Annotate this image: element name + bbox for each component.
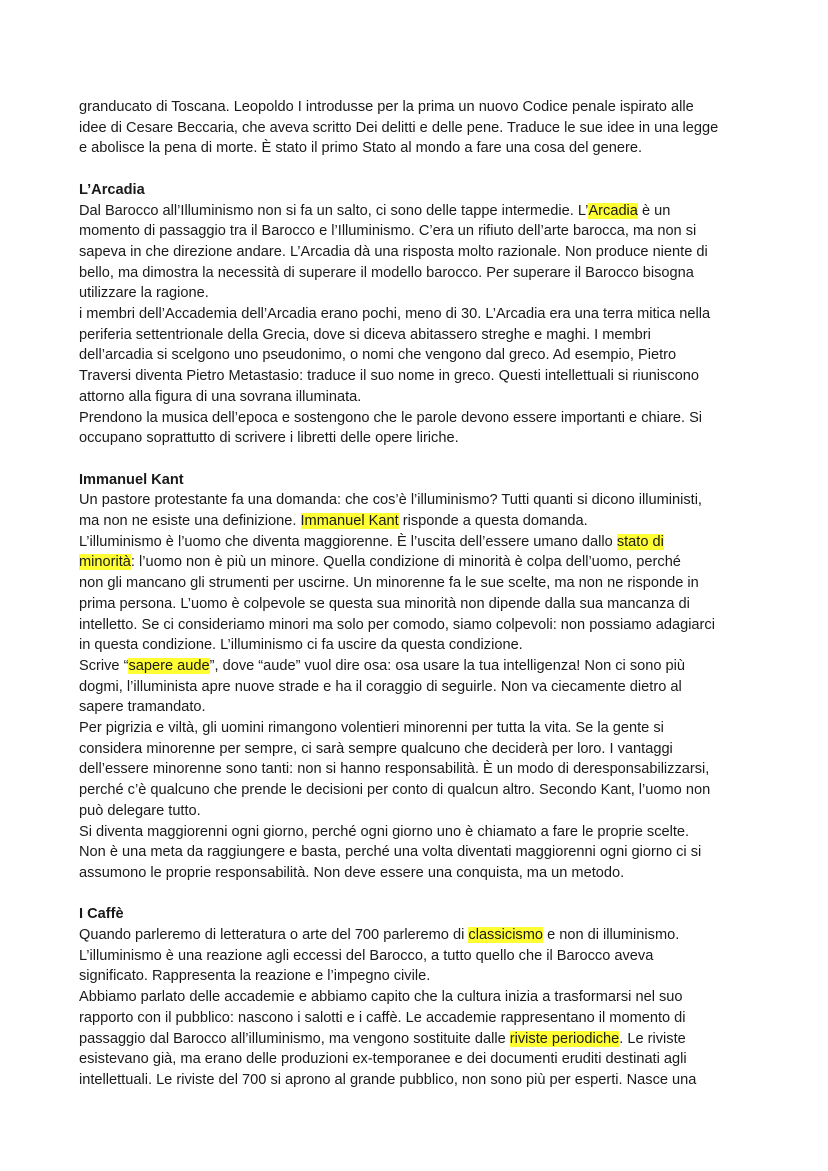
highlight-arcadia: Arcadia (588, 202, 638, 219)
section-caffe (79, 904, 759, 1090)
text-line: minorità: l’uomo non è più un minore. Quella condizione di minorità è colpa dell’uomo, perché (79, 554, 681, 571)
text-line: i membri dell’Accademia dell’Arcadia erano pochi, meno di 30. L’Arcadia era una terra mitica nella (79, 306, 711, 323)
text-line: significato. Rappresenta la reazione e l’impegno civile. (79, 968, 431, 985)
text-line: utilizzare la ragione. (79, 285, 209, 302)
text-line: L’illuminismo è una reazione agli eccessi del Barocco, a tutto quello che il Barocco aveva (79, 947, 654, 964)
text-line: granducato di Toscana. Leopoldo I introdusse per la prima un nuovo Codice penale ispirato alle (79, 99, 694, 115)
highlight-immanuel-kant: Immanuel Kant (300, 513, 399, 530)
text-line: intelletto. Se ci consideriamo minori ma solo per comodo, siamo colpevoli: non possiamo adagiarci (79, 616, 715, 633)
section-heading: L’Arcadia (79, 181, 145, 198)
text-line: Traversi diventa Pietro Metastasio: traduce il suo nome in greco. Questi intellettuali si riuniscono (79, 368, 699, 385)
text-line: occupano soprattutto di scrivere i libretti delle opere liriche. (79, 430, 459, 447)
text-line: dogmi, l’illuminista apre nuove strade e ha il coraggio di seguirle. Non va ciecamente dietro al (79, 678, 682, 695)
text-line: in questa condizione. L’illuminismo ci fa uscire da questa condizione. (79, 637, 523, 654)
text-line: perché c’è qualcuno che prende le decisioni per conto di qualcun altro. Secondo Kant, l’uomo non (79, 782, 711, 799)
highlight-minorita: minorità (79, 554, 131, 571)
text-line: dell’arcadia si scelgono uno pseudonimo, o nomi che vengono dal greco. Ad esempio, Pietro (79, 347, 677, 364)
highlight-classicismo: classicismo (468, 927, 544, 944)
text-line: assumono le proprie responsabilità. Non deve essere una conquista, ma un metodo. (79, 864, 625, 881)
section-heading: Immanuel Kant (79, 471, 184, 488)
intro-paragraph (79, 97, 759, 159)
text-line: ma non ne esiste una definizione. Immanuel Kant risponde a questa domanda. (79, 513, 588, 530)
text-line: Si diventa maggiorenni ogni giorno, perché ogni giorno uno è chiamato a fare le proprie scelte. (79, 823, 690, 840)
text-line: Prendono la musica dell’epoca e sostengono che le parole devono essere importanti e chiare. Si (79, 409, 703, 426)
text-line: Dal Barocco all’Illuminismo non si fa un salto, ci sono delle tappe intermedie. L’Arcadia è un (79, 202, 671, 219)
highlight-riviste-periodiche: riviste periodiche (509, 1030, 620, 1047)
text-line: sapere tramandato. (79, 699, 206, 716)
highlight-sapere-aude: sapere aude (128, 657, 210, 674)
text-line: considera minorenne per sempre, ci sarà sempre qualcuno che deciderà per loro. I vantaggi (79, 740, 673, 757)
text-line: Un pastore protestante fa una domanda: che cos’è l’illuminismo? Tutti quanti si dicono illuministi, (79, 492, 702, 509)
section-heading: I Caffè (79, 906, 124, 923)
text-line: L’illuminismo è l’uomo che diventa maggiorenne. È l’uscita dell’essere umano dallo stato di (79, 533, 664, 550)
text-line: non gli mancano gli strumenti per uscirne. Un minorenne fa le sue scelte, ma non ne risponde in (79, 575, 699, 592)
text-line: intellettuali. Le riviste del 700 si aprono al grande pubblico, non sono più per esperti. Nasce una (79, 1072, 697, 1088)
text-line: bello, ma dimostra la necessità di superare il modello barocco. Per superare il Barocco bisogna (79, 264, 694, 281)
text-line: esistevano già, ma erano delle produzioni ex-temporanee e dei documenti eruditi destinati agli (79, 1051, 687, 1068)
text-line: attorno alla figura di una sovrana illuminata. (79, 388, 362, 405)
document-page (79, 97, 759, 1091)
text-line: periferia settentrionale della Grecia, dove si diceva abitassero streghe e maghi. I membri (79, 326, 651, 343)
section-arcadia (79, 180, 759, 449)
section-kant (79, 470, 759, 884)
text-line: e abolisce la pena di morte. È stato il primo Stato al mondo a fare una cosa del genere. (79, 140, 642, 157)
text-line: momento di passaggio tra il Barocco e l’Illuminismo. C’era un rifiuto dell’arte barocca, ma non si (79, 223, 697, 240)
text-line: idee di Cesare Beccaria, che aveva scritto Dei delitti e delle pene. Traduce le sue idee in una legge (79, 119, 719, 136)
highlight-stato-di: stato di (616, 533, 664, 550)
text-line: passaggio dal Barocco all’illuminismo, ma vengono sostituite dalle riviste periodiche. Le riviste (79, 1030, 686, 1047)
text-line: rapporto con il pubblico: nascono i salotti e i caffè. Le accademie rappresentano il momento di (79, 1009, 686, 1026)
text-line: dell’essere minorenne sono tanti: non si hanno responsabilità. È un modo di deresponsabilizzarsi, (79, 761, 710, 778)
text-line: Abbiamo parlato delle accademie e abbiamo capito che la cultura inizia a trasformarsi nel suo (79, 989, 683, 1006)
text-line: Non è una meta da raggiungere e basta, perché una volta diventati maggiorenni ogni giorno ci si (79, 844, 702, 861)
text-line: può delegare tutto. (79, 802, 201, 819)
text-line: prima persona. L’uomo è colpevole se questa sua minorità non dipende dalla sua mancanza di (79, 595, 690, 612)
text-line: Quando parleremo di letteratura o arte del 700 parleremo di classicismo e non di illuminismo. (79, 927, 680, 944)
text-line: Per pigrizia e viltà, gli uomini rimangono volentieri minorenni per tutta la vita. Se la gente si (79, 720, 664, 737)
text-line: sapeva in che direzione andare. L’Arcadia dà una risposta molto razionale. Non produce niente di (79, 243, 708, 260)
text-line: Scrive “sapere aude”, dove “aude” vuol dire osa: osa usare la tua intelligenza! Non ci sono più (79, 657, 686, 674)
